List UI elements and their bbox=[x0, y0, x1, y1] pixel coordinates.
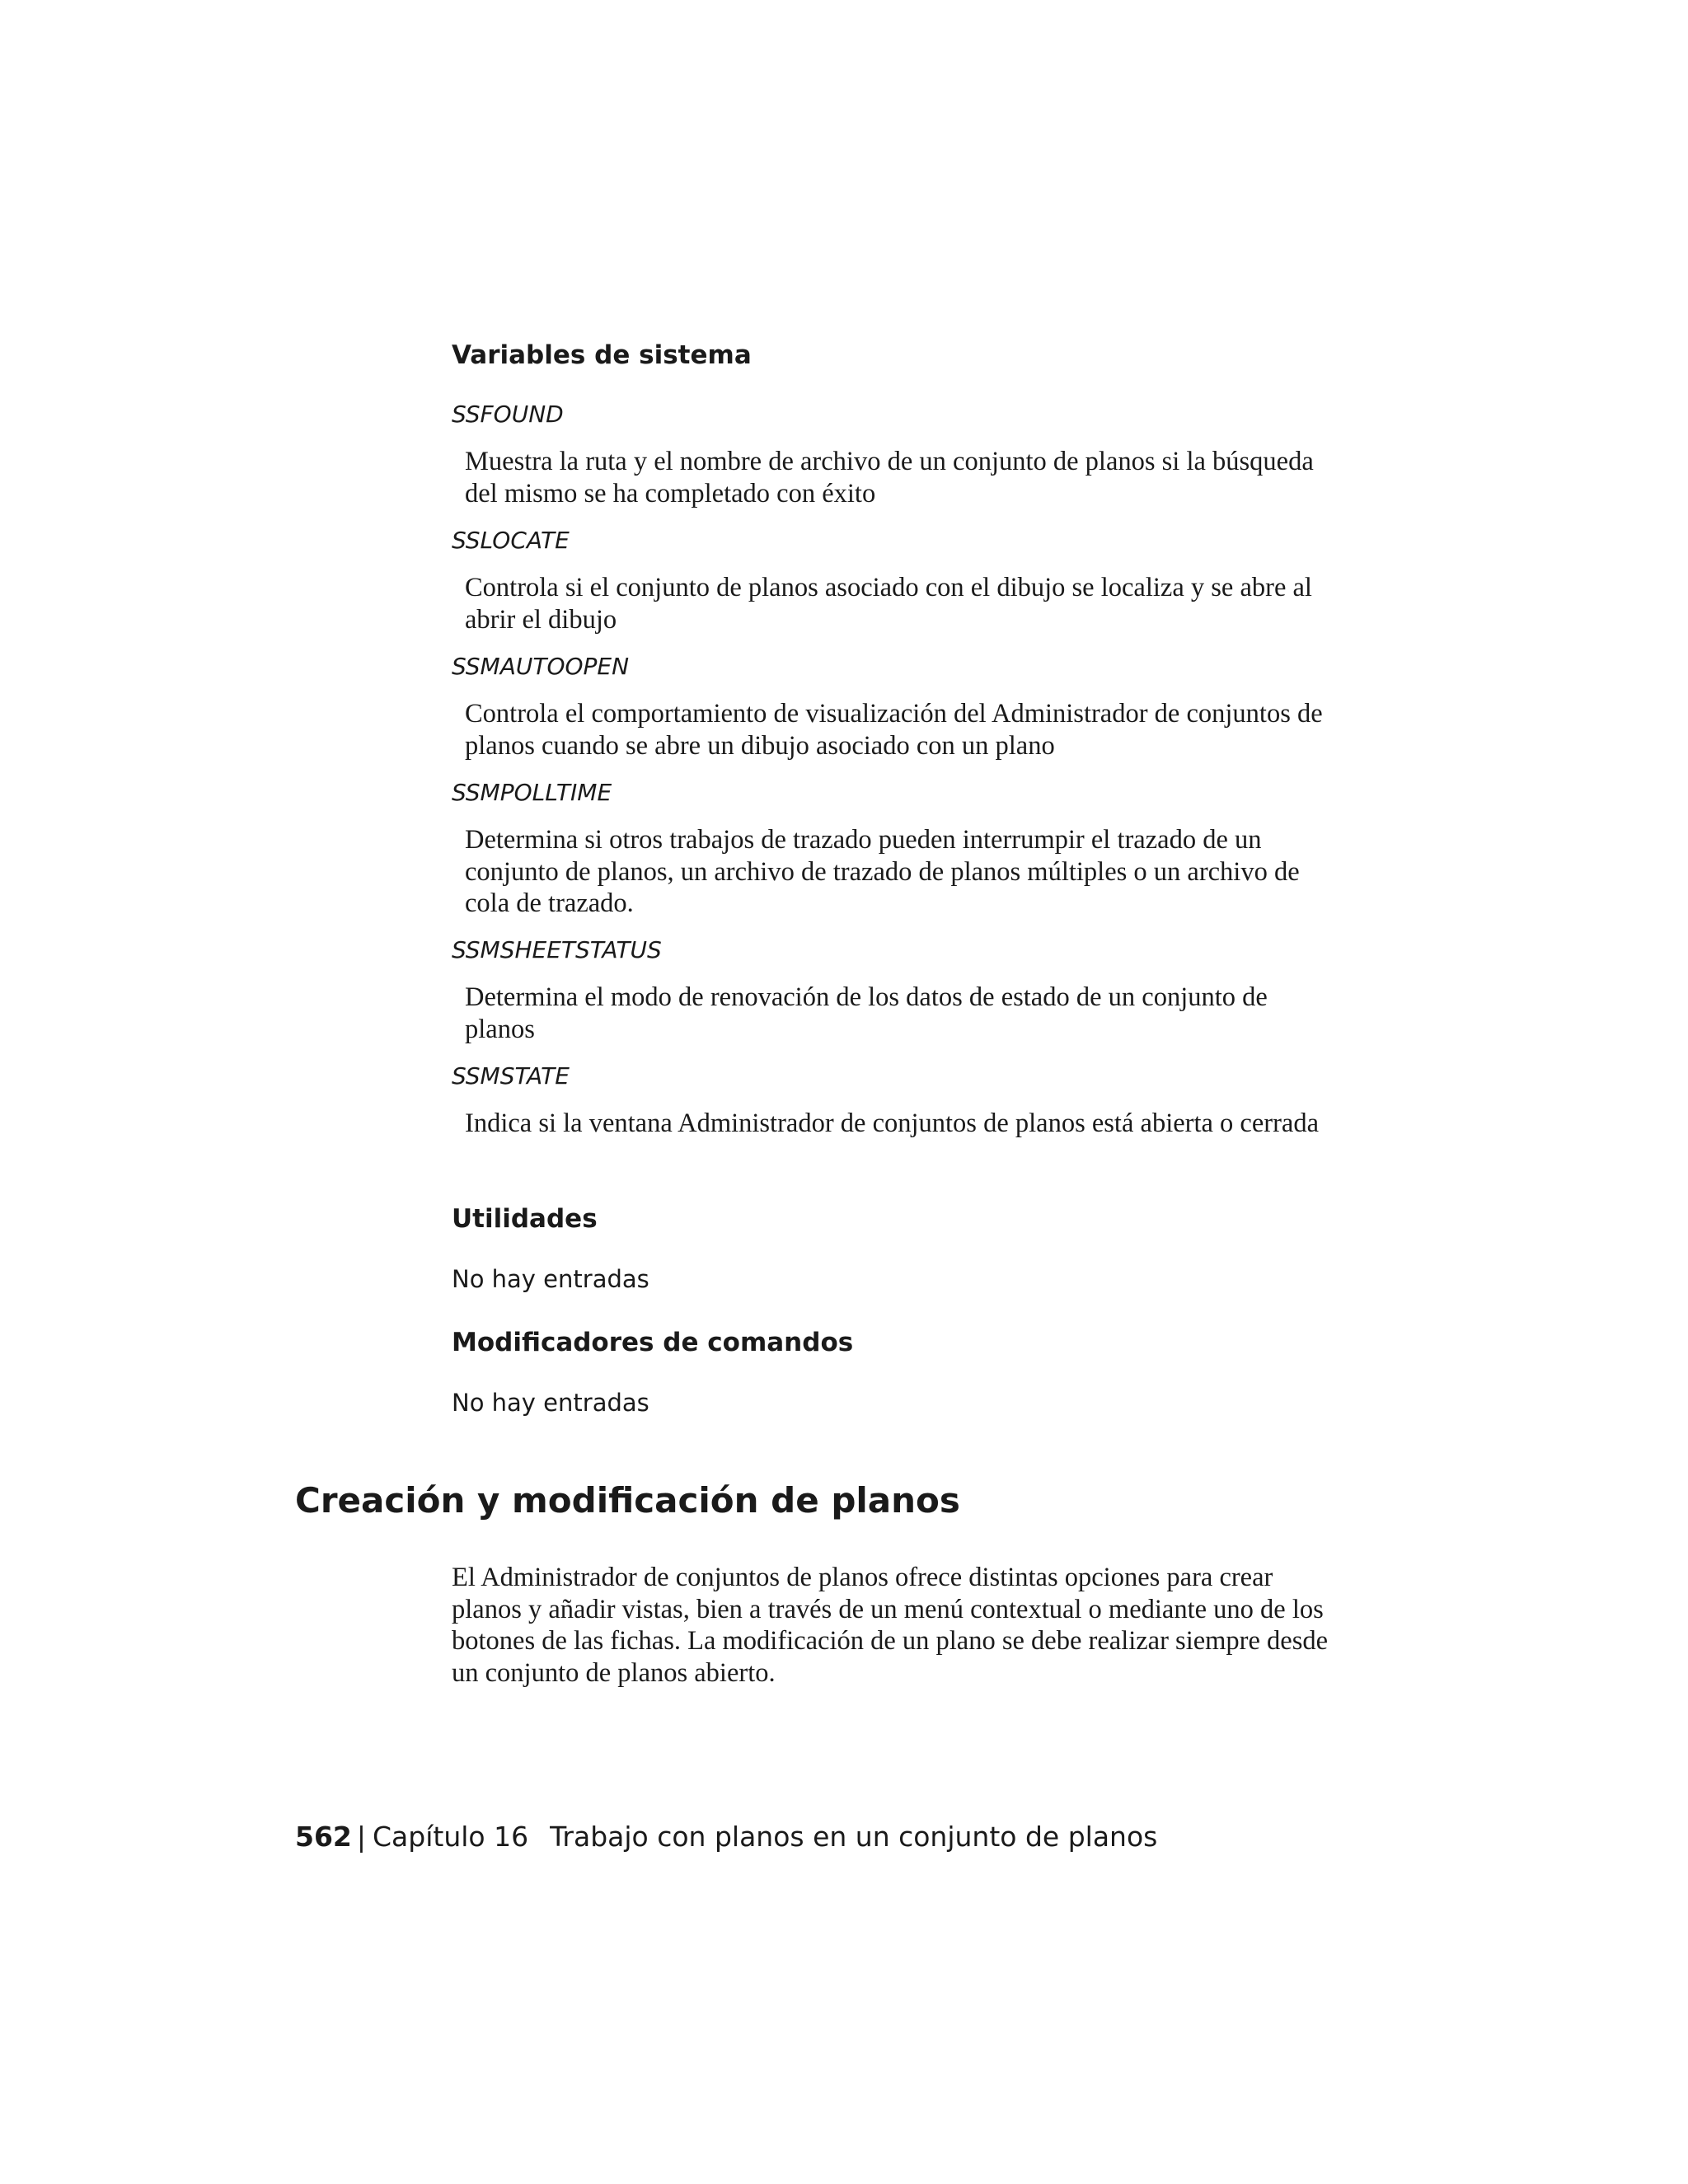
footer-chapter-title: Trabajo con planos en un conjunto de planos bbox=[550, 1821, 1158, 1853]
variable-name-ssfound: SSFOUND bbox=[452, 401, 564, 428]
footer-separator: | bbox=[356, 1821, 367, 1853]
section-title: Creación y modificación de planos bbox=[295, 1480, 960, 1521]
footer-chapter: Capítulo 16 bbox=[373, 1821, 529, 1853]
variable-name-ssmautoopen: SSMAUTOOPEN bbox=[452, 653, 630, 680]
utilities-text: No hay entradas bbox=[452, 1265, 649, 1293]
variable-name-ssmsheetstatus: SSMSHEETSTATUS bbox=[452, 936, 662, 963]
section-paragraph: El Administrador de conjuntos de planos ofrece distintas opciones para crear planos y añadir vistas, bien a través de un menú contextual o mediante uno de los botones de las fichas. La modificación de un plano se debe realizar siempre desde un conjunto de planos abierto. bbox=[452, 1563, 1329, 1688]
variable-description-ssmstate: Indica si la ventana Administrador de conjuntos de planos está abierta o cerrada bbox=[465, 1108, 1320, 1138]
command-modifiers-heading: Modificadores de comandos bbox=[452, 1328, 854, 1357]
variable-name-ssmstate: SSMSTATE bbox=[452, 1062, 570, 1090]
variable-name-sslocate: SSLOCATE bbox=[452, 527, 570, 554]
page-footer bbox=[295, 1819, 1157, 1855]
variable-description-ssfound: Muestra la ruta y el nombre de archivo de un conjunto de planos si la búsqueda del mismo se ha completado con éxito bbox=[465, 447, 1314, 509]
variables-heading: Variables de sistema bbox=[452, 340, 752, 370]
command-modifiers-text: No hay entradas bbox=[452, 1389, 649, 1417]
utilities-heading: Utilidades bbox=[452, 1204, 598, 1234]
variable-description-ssmsheetstatus: Determina el modo de renovación de los datos de estado de un conjunto de planos bbox=[465, 982, 1268, 1044]
variable-description-ssmpolltime: Determina si otros trabajos de trazado pueden interrumpir el trazado de un conjunto de planos, un archivo de trazado de planos múltiples o un archivo de cola de trazado. bbox=[465, 825, 1300, 918]
variable-description-sslocate: Controla si el conjunto de planos asociado con el dibujo se localiza y se abre al abrir el dibujo bbox=[465, 573, 1312, 635]
variable-description-ssmautoopen: Controla el comportamiento de visualización del Administrador de conjuntos de planos cuando se abre un dibujo asociado con un plano bbox=[465, 699, 1323, 761]
page-number: 562 bbox=[295, 1821, 352, 1853]
variable-name-ssmpolltime: SSMPOLLTIME bbox=[452, 779, 612, 806]
